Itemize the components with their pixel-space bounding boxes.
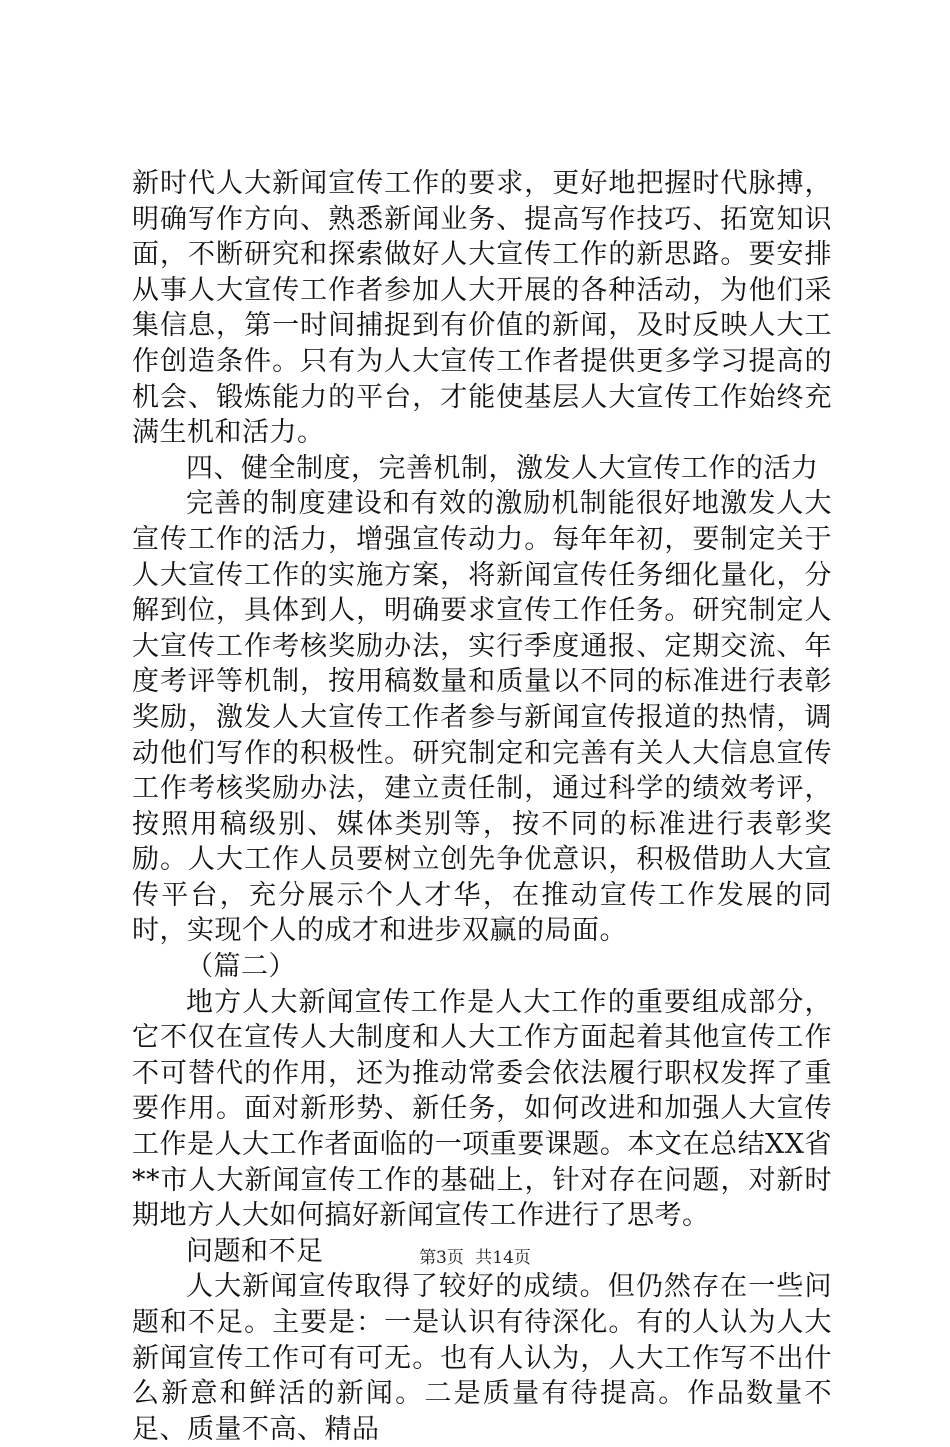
body-paragraph: 地方人大新闻宣传工作是人大工作的重要组成部分，它不仅在宣传人大制度和人大工作方面起着其他宣传工作不可替代的作用，还为推动常委会依法履行职权发挥了重要作用。面对新形势、新任务，如何改进和加强人大宣传工作是人大工作者面临的一项重要课题。本文在总结XX省**市人大新闻宣传工作的基础上，针对存在问题，对新时期地方人大如何搞好新闻宣传工作进行了思考。 (132, 986, 832, 1232)
body-paragraph: 人大新闻宣传取得了较好的成绩。但仍然存在一些问题和不足。主要是：一是认识有待深化。有的人认为人大新闻宣传工作可有可无。也有人认为，人大工作写不出什么新意和鲜活的新闻。二是质量有待提高。作品数量不足、质量不高、精品 (132, 1271, 832, 1445)
page-number: 第3页 (419, 1248, 464, 1268)
body-paragraph: 完善的制度建设和有效的激励机制能很好地激发人大宣传工作的活力，增强宣传动力。每年年初，要制定关于人大宣传工作的实施方案，将新闻宣传任务细化量化，分解到位，具体到人，明确要求宣传工作任务。研究制定人大宣传工作考核奖励办法，实行季度通报、定期交流、年度考评等机制，按用稿数量和质量以不同的标准进行表彰奖励，激发人大宣传工作者参与新闻宣传报道的热情，调动他们写作的积极性。研究制定和完善有关人大信息宣传工作考核奖励办法，建立责任制，通过科学的绩效考评，按照用稿级别、媒体类别等，按不同的标准进行表彰奖励。人大工作人员要树立创先争优意识，积极借助人大宣传平台，充分展示个人才华，在推动宣传工作发展的同时，实现个人的成才和进步双赢的局面。 (132, 488, 832, 947)
body-paragraph: 新时代人大新闻宣传工作的要求，更好地把握时代脉搏，明确写作方向、熟悉新闻业务、提高写作技巧、拓宽知识面，不断研究和探索做好人大宣传工作的新思路。要安排从事人大宣传工作者参加人大开展的各种活动，为他们采集信息，第一时间捕捉到有价值的新闻，及时反映人大工作创造条件。只有为人大宣传工作者提供更多学习提高的机会、锻炼能力的平台，才能使基层人大宣传工作始终充满生机和活力。 (132, 168, 832, 449)
section-heading: （篇二） (186, 951, 296, 983)
page-total: 共14页 (475, 1248, 531, 1268)
page-footer (0, 1243, 950, 1268)
section-heading: 四、健全制度，完善机制，激发人大宣传工作的活力 (186, 452, 819, 484)
section-heading: 问题和不足 (186, 1235, 324, 1267)
